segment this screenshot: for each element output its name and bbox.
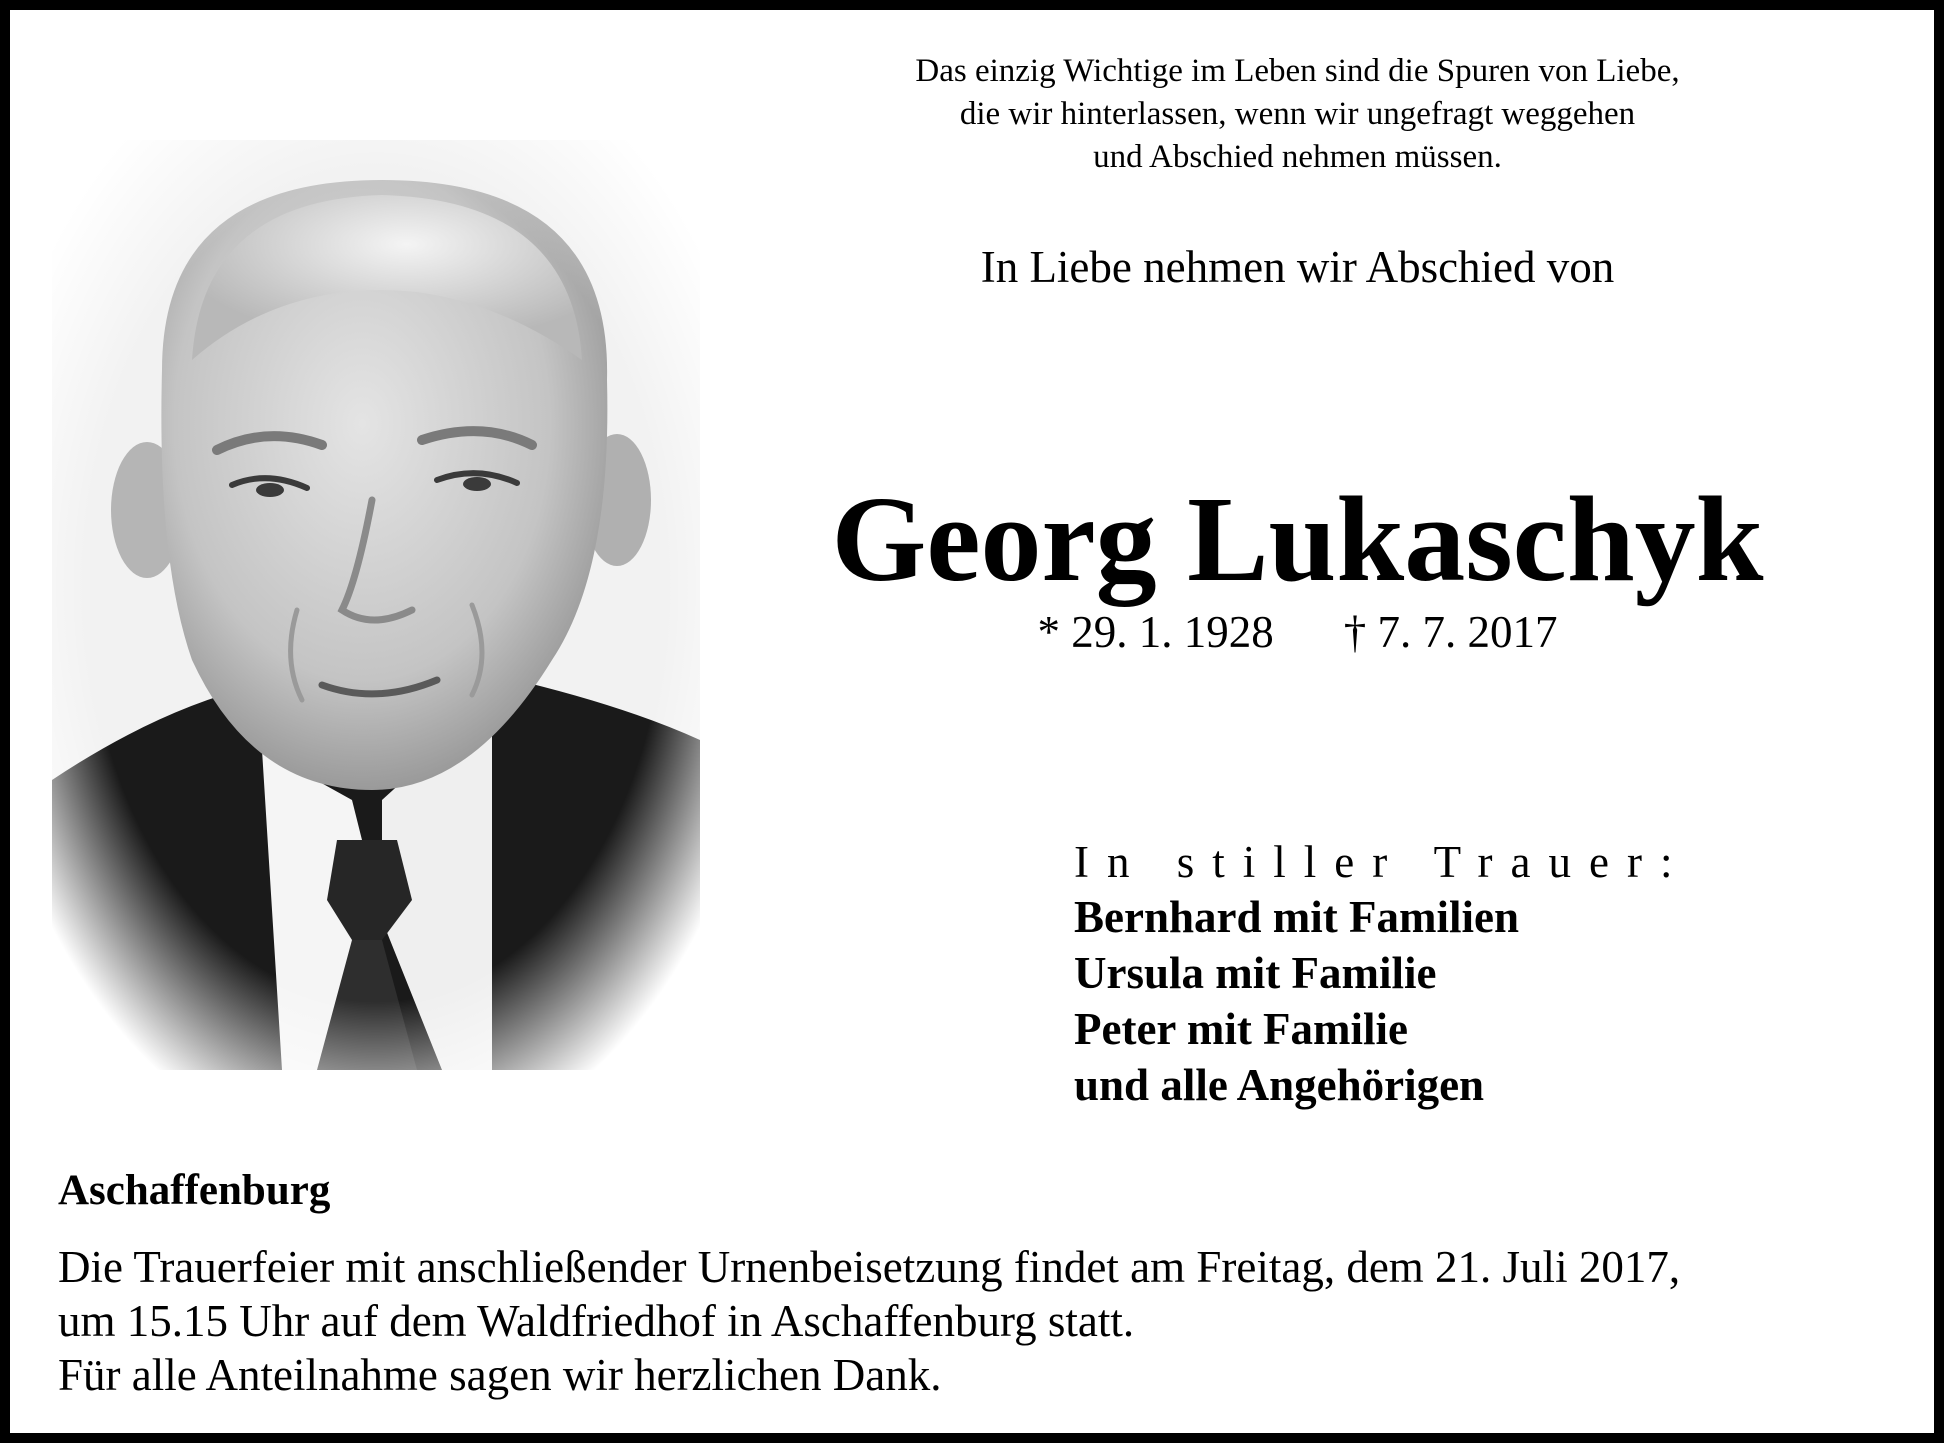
farewell-intro: In Liebe nehmen wir Abschied von — [980, 242, 1615, 292]
birth-date: * 29. 1. 1928 — [1037, 607, 1274, 657]
mourners-heading: In stiller Trauer: — [1074, 837, 1691, 887]
notice-line: Die Trauerfeier mit anschließender Urnenbeisetzung findet am Freitag, dem 21. Juli 2017, — [58, 1242, 1681, 1292]
life-dates — [760, 605, 1835, 659]
notice-line: Für alle Anteilnahme sagen wir herzlichen Dank. — [58, 1350, 942, 1400]
quote-line: und Abschied nehmen müssen. — [1093, 139, 1502, 175]
place-name: Aschaffenburg — [58, 1167, 331, 1214]
funeral-notice — [58, 1240, 1888, 1402]
mourner-name: Peter mit Familie — [1074, 1004, 1409, 1054]
quote-line: die wir hinterlassen, wenn wir ungefragt weggehen — [959, 96, 1636, 132]
death-date: † 7. 7. 2017 — [1343, 607, 1558, 657]
notice-line: um 15.15 Uhr auf dem Waldfriedhof in Aschaffenburg statt. — [58, 1296, 1135, 1346]
portrait-photo — [52, 140, 700, 1070]
mourner-name: Ursula mit Familie — [1074, 948, 1437, 998]
mourner-name: Bernhard mit Familien — [1074, 892, 1519, 942]
quote-line: Das einzig Wichtige im Leben sind die Spuren von Liebe, — [915, 53, 1680, 89]
mourner-name: und alle Angehörigen — [1074, 1060, 1485, 1110]
memorial-quote — [760, 50, 1835, 179]
mourners-block — [1074, 835, 1894, 1113]
deceased-name: Georg Lukaschyk — [831, 472, 1764, 607]
